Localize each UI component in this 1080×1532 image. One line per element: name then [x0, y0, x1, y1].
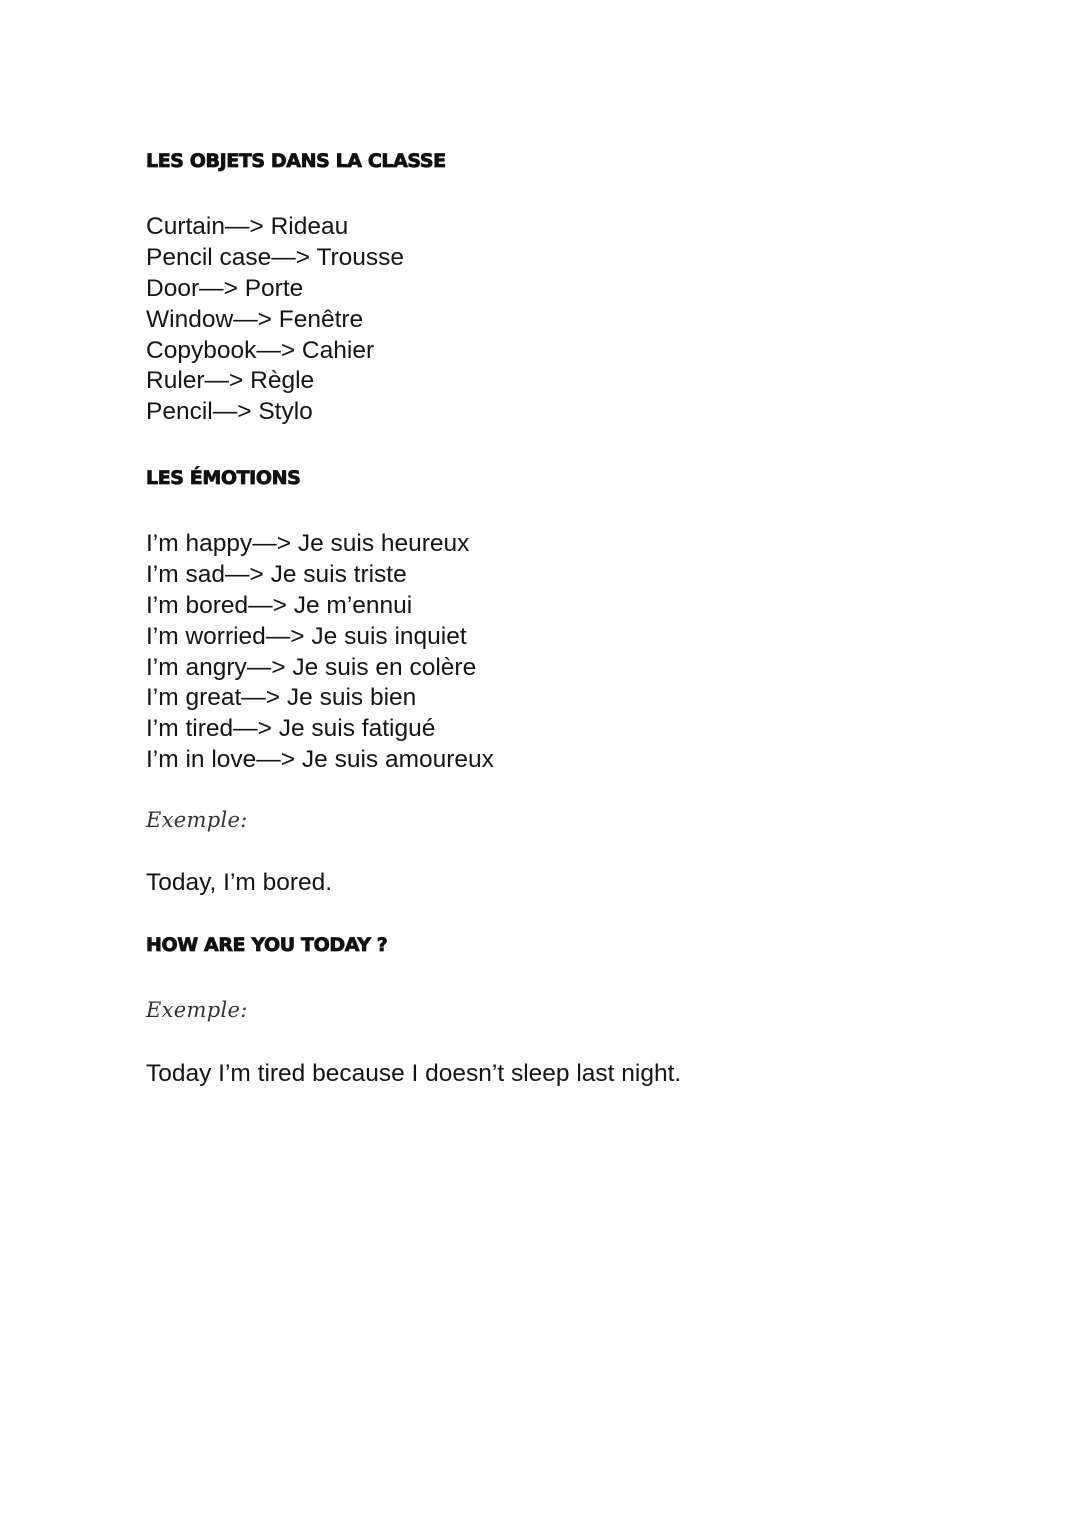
vocab-item: Ruler—> Règle: [146, 367, 315, 395]
example-sentence-today: Today I’m tired because I doesn’t sleep last night.: [146, 1060, 682, 1087]
vocab-list-emotions: [146, 529, 494, 776]
section-heading-objets: LES OBJETS DANS LA CLASSE: [146, 150, 446, 172]
vocab-item: I’m angry—> Je suis en colère: [146, 653, 477, 681]
example-sentence-emotions: Today, I’m bored.: [146, 869, 333, 896]
vocab-item: I’m tired—> Je suis fatigué: [146, 715, 436, 743]
example-label-emotions: Exemple:: [146, 808, 248, 832]
vocab-item: I’m worried—> Je suis inquiet: [146, 622, 467, 650]
vocab-item: I’m bored—> Je m’ennui: [146, 591, 413, 619]
section-heading-emotions: LES ÉMOTIONS: [146, 467, 301, 489]
vocab-item: I’m sad—> Je suis triste: [146, 560, 407, 588]
vocab-item: Pencil case—> Trousse: [146, 243, 405, 271]
vocab-item: I’m in love—> Je suis amoureux: [146, 746, 494, 774]
vocab-item: Door—> Porte: [146, 274, 304, 302]
vocab-item: Copybook—> Cahier: [146, 336, 375, 364]
vocab-item: I’m great—> Je suis bien: [146, 684, 417, 712]
vocab-item: Pencil—> Stylo: [146, 398, 313, 426]
vocab-item: I’m happy—> Je suis heureux: [146, 530, 470, 557]
vocab-item: Curtain—> Rideau: [146, 213, 349, 240]
vocab-list-objets: [146, 212, 404, 428]
example-label-today: Exemple:: [146, 998, 248, 1022]
section-heading-today: HOW ARE YOU TODAY ?: [146, 934, 388, 956]
vocab-item: Window—> Fenêtre: [146, 305, 364, 333]
